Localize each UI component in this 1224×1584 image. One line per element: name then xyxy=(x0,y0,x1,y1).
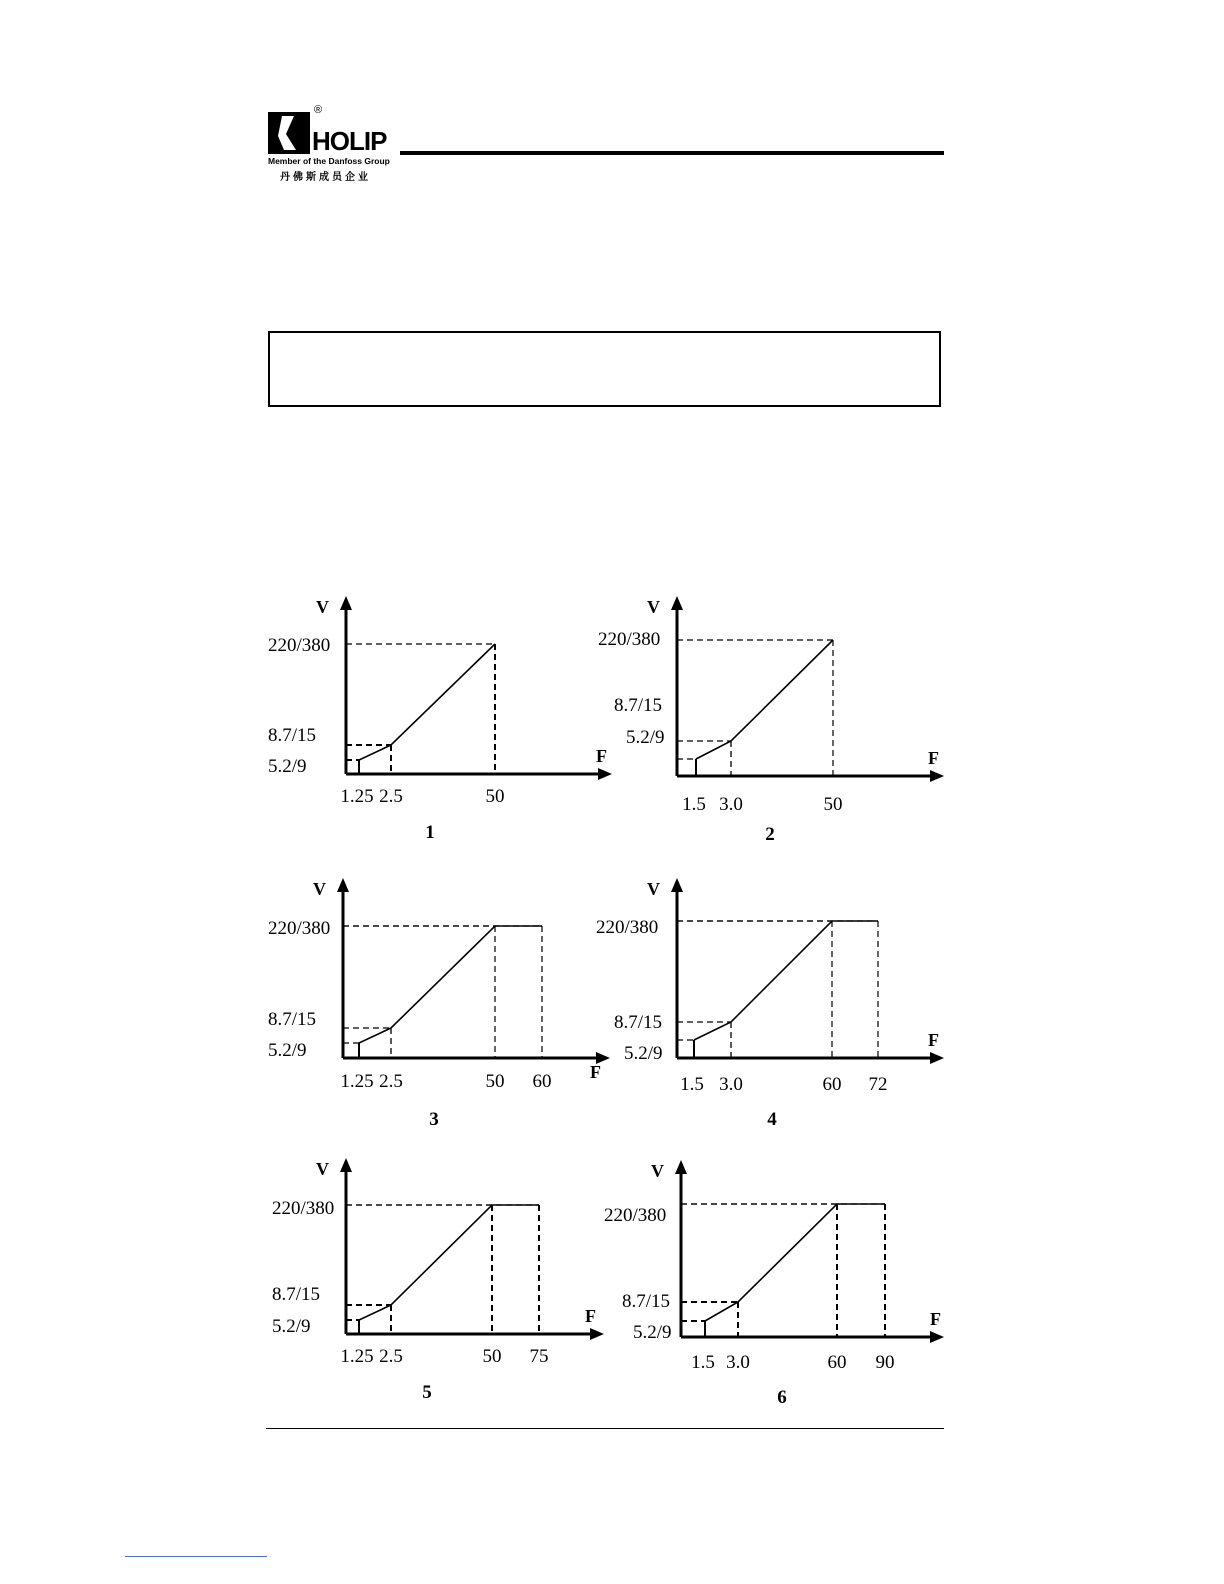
graph-5-x-tick-label: 2.5 xyxy=(379,1346,403,1367)
graph-6-x-tick-label: 90 xyxy=(875,1352,895,1373)
graph-6-y-tick-label: 220/380 xyxy=(604,1205,667,1226)
graph-4-x-tick-label: 60 xyxy=(822,1074,842,1095)
graph-4-caption: 4 xyxy=(767,1109,777,1130)
graph-5-x-axis-label: F xyxy=(585,1306,596,1326)
graph-6-y-axis-label: V xyxy=(651,1161,664,1181)
graph-4-x-arrow-icon xyxy=(930,1052,944,1064)
graph-5-x-tick-label: 1.25 xyxy=(340,1346,374,1367)
graph-6-y-tick-label: 8.7/15 xyxy=(622,1291,671,1312)
graph-4-x-tick-label: 3.0 xyxy=(719,1074,743,1095)
graph-5-x-tick-label: 75 xyxy=(529,1346,549,1367)
graph-3-vf-curve xyxy=(359,926,542,1043)
graph-5-y-axis-label: V xyxy=(316,1159,329,1179)
graph-1-y-tick-label: 220/380 xyxy=(268,635,331,656)
graph-6-x-tick-label: 60 xyxy=(827,1352,847,1373)
graph-4-y-tick-label: 220/380 xyxy=(596,917,659,938)
graph-5-y-arrow-icon xyxy=(340,1158,352,1172)
graph-2-y-tick-label: 8.7/15 xyxy=(614,695,663,716)
graph-3-x-tick-label: 2.5 xyxy=(379,1071,403,1092)
graph-2-x-tick-label: 50 xyxy=(823,794,843,815)
graph-1-x-tick-label: 2.5 xyxy=(379,786,403,807)
graph-2-y-arrow-icon xyxy=(671,596,683,610)
graph-3-y-tick-label: 220/380 xyxy=(268,918,331,939)
graph-6-x-arrow-icon xyxy=(930,1331,944,1343)
graph-5-vf-curve xyxy=(359,1205,539,1320)
graph-2-y-tick-label: 220/380 xyxy=(598,629,661,650)
graph-1-caption: 1 xyxy=(425,822,435,843)
graph-3-x-tick-label: 50 xyxy=(485,1071,505,1092)
graph-1-y-arrow-icon xyxy=(340,596,352,610)
graph-4-x-axis-label: F xyxy=(928,1030,939,1050)
graph-6-x-axis-label: F xyxy=(930,1309,941,1329)
graph-5-y-tick-label: 5.2/9 xyxy=(272,1316,311,1337)
footer-rule xyxy=(266,1428,944,1429)
graph-1-x-axis-label: F xyxy=(596,746,607,766)
graph-4-y-tick-label: 8.7/15 xyxy=(614,1012,663,1033)
graph-4-y-arrow-icon xyxy=(671,878,683,892)
brand-tagline: Member of the Danfoss Group xyxy=(268,156,390,166)
graph-2-caption: 2 xyxy=(765,824,775,845)
graph-1-x-arrow-icon xyxy=(598,768,612,780)
graph-6-caption: 6 xyxy=(777,1387,787,1408)
graph-1-y-tick-label: 5.2/9 xyxy=(268,756,307,777)
graph-3-y-tick-label: 8.7/15 xyxy=(268,1009,317,1030)
graph-3-x-tick-label: 60 xyxy=(532,1071,552,1092)
graph-5-x-arrow-icon xyxy=(590,1328,604,1340)
registered-mark: ® xyxy=(314,104,323,116)
graph-4-y-tick-label: 5.2/9 xyxy=(624,1043,663,1064)
graph-3-x-axis-label: F xyxy=(590,1062,601,1082)
graph-1-y-tick-label: 8.7/15 xyxy=(268,725,317,746)
graph-6-x-tick-label: 1.5 xyxy=(691,1352,715,1373)
graph-1-x-tick-label: 1.25 xyxy=(340,786,374,807)
graph-6-x-tick-label: 3.0 xyxy=(726,1352,750,1373)
graph-3-y-axis-label: V xyxy=(313,879,326,899)
graph-3-y-arrow-icon xyxy=(337,878,349,892)
graph-2-x-axis-label: F xyxy=(928,748,939,768)
graph-2-y-axis-label: V xyxy=(647,597,660,617)
graph-4-x-tick-label: 72 xyxy=(868,1074,888,1095)
footnote-link-line xyxy=(125,1556,267,1557)
brand-name: HOLIP xyxy=(312,126,387,156)
graph-5-x-tick-label: 50 xyxy=(482,1346,502,1367)
graph-2-x-tick-label: 3.0 xyxy=(719,794,743,815)
graph-5-caption: 5 xyxy=(422,1382,432,1403)
graph-4-y-axis-label: V xyxy=(647,879,660,899)
graph-6-vf-curve xyxy=(705,1204,885,1321)
graph-2-y-tick-label: 5.2/9 xyxy=(626,727,665,748)
graph-3-y-tick-label: 5.2/9 xyxy=(268,1040,307,1061)
graph-4-x-tick-label: 1.5 xyxy=(680,1074,704,1095)
brand-tagline-cn: 丹佛斯成员企业 xyxy=(280,172,371,183)
graph-2-vf-curve xyxy=(696,640,833,759)
graph-6-y-tick-label: 5.2/9 xyxy=(633,1322,672,1343)
graph-6-y-arrow-icon xyxy=(675,1160,687,1174)
graph-1-vf-curve xyxy=(359,644,495,760)
graph-1-y-axis-label: V xyxy=(316,597,329,617)
graph-3-caption: 3 xyxy=(429,1109,439,1130)
graph-2-x-arrow-icon xyxy=(930,770,944,782)
graph-3-x-tick-label: 1.25 xyxy=(340,1071,374,1092)
graph-5-y-tick-label: 8.7/15 xyxy=(272,1284,321,1305)
graph-2-x-tick-label: 1.5 xyxy=(682,794,706,815)
graph-5-y-tick-label: 220/380 xyxy=(272,1198,335,1219)
graph-1-x-tick-label: 50 xyxy=(485,786,505,807)
